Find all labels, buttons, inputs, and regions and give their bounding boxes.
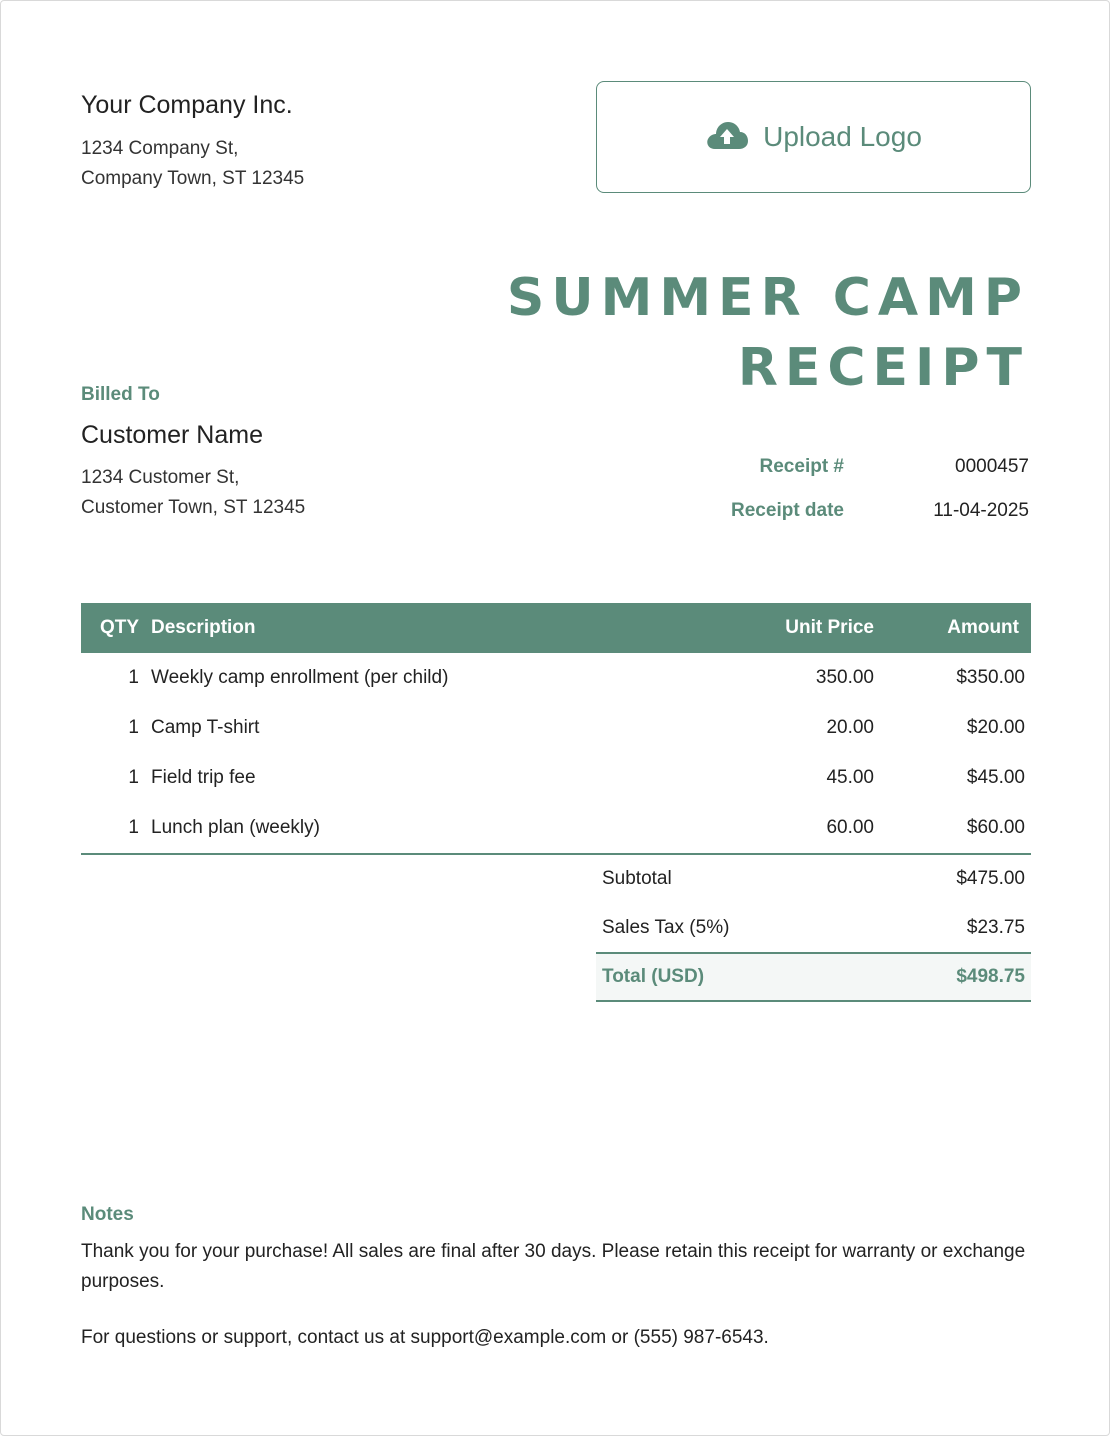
row-amount: $45.00 <box>966 767 1025 788</box>
company-address-line1: 1234 Company St, <box>81 138 239 159</box>
totals-table <box>596 854 1031 1002</box>
notes-text: Thank you for your purchase! All sales are final after 30 days. Please retain this receipt for warranty or exchange purposes. <box>81 1241 1026 1292</box>
tax-value: $23.75 <box>966 916 1025 938</box>
row-amount: $60.00 <box>874 803 1031 854</box>
header-unit-price: Unit Price <box>714 603 874 653</box>
receipt-date-row <box>644 500 1029 544</box>
receipt-date-label: Receipt date <box>731 500 844 521</box>
customer-address <box>81 463 305 523</box>
line-items-table <box>81 603 1031 855</box>
company-name: Your Company Inc. <box>81 91 293 119</box>
row-unit-price: 60.00 <box>714 803 874 854</box>
table-row <box>81 703 1031 753</box>
total-label: Total (USD) <box>596 953 875 1001</box>
row-amount: $350.00 <box>956 667 1025 688</box>
subtotal-label: Subtotal <box>602 867 672 889</box>
row-description: Weekly camp enrollment (per child) <box>151 667 449 688</box>
tax-row <box>596 903 1031 953</box>
tax-label: Sales Tax (5%) <box>602 916 730 938</box>
upload-logo-label: Upload Logo <box>763 121 922 152</box>
row-unit-price: 20.00 <box>826 717 874 738</box>
receipt-title <box>507 263 1029 403</box>
receipt-date-value: 11-04-2025 <box>933 500 1029 521</box>
title-line1: SUMMER CAMP <box>506 268 1029 328</box>
receipt-number-value: 0000457 <box>955 456 1029 477</box>
total-value: $498.75 <box>875 953 1031 1001</box>
cloud-upload-icon <box>705 120 749 155</box>
subtotal-value: $475.00 <box>956 867 1025 889</box>
receipt-number-label: Receipt # <box>759 456 844 477</box>
row-unit-price: 350.00 <box>815 667 874 688</box>
row-description: Camp T-shirt <box>151 717 260 738</box>
billed-to-label: Billed To <box>81 384 160 405</box>
upload-logo-button[interactable] <box>596 81 1031 193</box>
row-description: Field trip fee <box>151 767 256 788</box>
row-amount: $20.00 <box>966 717 1025 738</box>
row-qty: 1 <box>128 667 139 688</box>
row-qty: 1 <box>128 767 139 788</box>
subtotal-row <box>596 854 1031 903</box>
notes-contact: For questions or support, contact us at support@example.com or (555) 987-6543. <box>81 1327 769 1348</box>
header-description: Description <box>151 603 714 653</box>
row-qty: 1 <box>81 803 151 854</box>
title-line2: RECEIPT <box>737 338 1029 398</box>
table-row <box>81 753 1031 803</box>
table-row <box>81 653 1031 703</box>
company-block <box>81 91 304 194</box>
company-address-line2: Company Town, ST 12345 <box>81 168 305 189</box>
row-qty: 1 <box>128 717 139 738</box>
header-amount: Amount <box>874 603 1031 653</box>
row-unit-price: 45.00 <box>826 767 874 788</box>
table-row <box>81 803 1031 854</box>
receipt-meta <box>644 456 1029 544</box>
table-header-row <box>81 603 1031 653</box>
customer-address-line2: Customer Town, ST 12345 <box>81 497 306 518</box>
header-qty: QTY <box>81 603 151 653</box>
customer-name: Customer Name <box>81 421 263 449</box>
receipt-number-row <box>644 456 1029 500</box>
notes-label: Notes <box>81 1204 134 1225</box>
total-row <box>596 953 1031 1001</box>
row-description: Lunch plan (weekly) <box>151 803 714 854</box>
customer-address-line1: 1234 Customer St, <box>81 467 240 488</box>
